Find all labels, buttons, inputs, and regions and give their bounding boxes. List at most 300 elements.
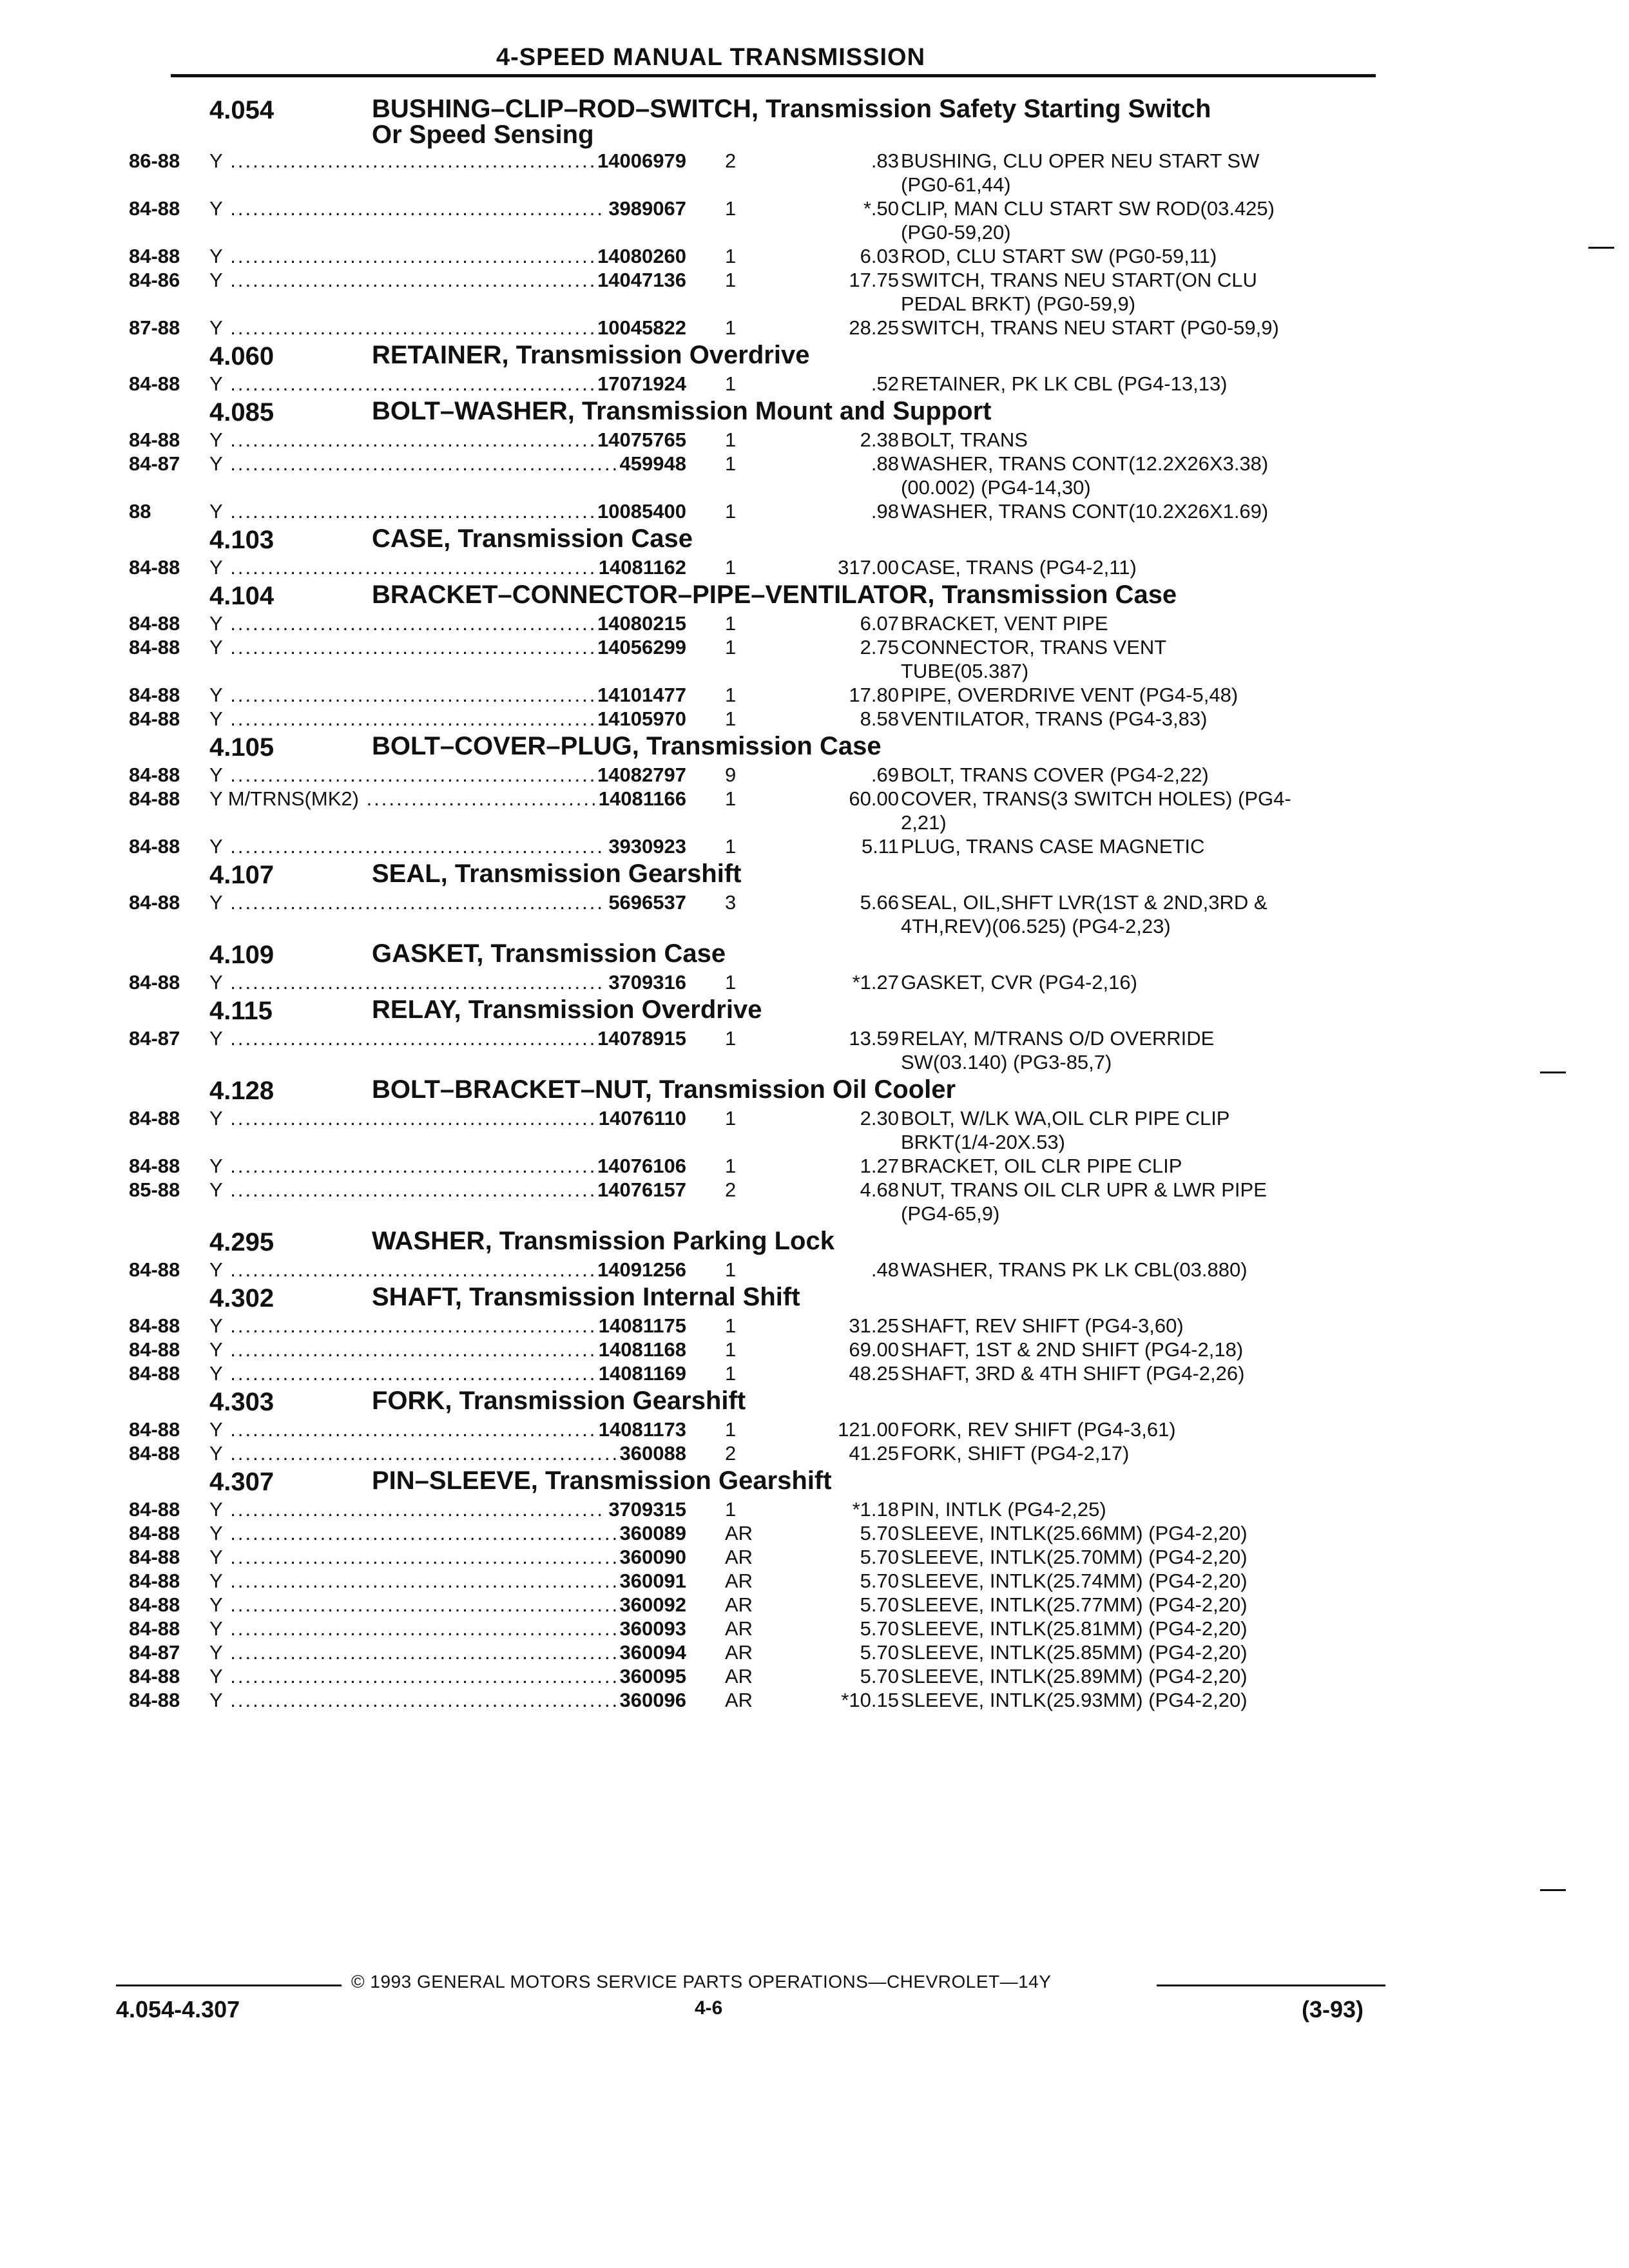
group-header	[129, 1465, 1379, 1497]
source-code: Y .....	[209, 316, 686, 340]
part-number: 10045822	[593, 316, 686, 340]
model-years: 87-88	[129, 316, 180, 339]
group-title	[372, 1228, 1403, 1254]
quantity: 1	[725, 500, 737, 523]
quantity: 2	[725, 149, 737, 172]
part-row	[129, 834, 1379, 858]
description-text	[901, 1688, 1379, 1712]
group-header	[129, 579, 1379, 611]
price: 17.80	[849, 684, 899, 706]
part-row	[129, 1154, 1379, 1178]
quantity: AR	[725, 1593, 753, 1616]
description-line: SWITCH, TRANS NEU START (PG0-59,9)	[901, 316, 1279, 339]
quantity: 1	[725, 556, 737, 579]
model-years: 84-88	[129, 1522, 180, 1544]
part-number: 3709316	[604, 970, 686, 994]
quantity: 1	[725, 971, 737, 994]
part-description	[901, 611, 1379, 635]
price: 5.11	[861, 835, 899, 858]
part-row	[129, 1545, 1379, 1569]
price: *1.27	[852, 971, 899, 994]
model-years: 84-88	[129, 1498, 180, 1521]
part-row	[129, 1178, 1379, 1225]
group-header	[129, 858, 1379, 890]
description-line-2: (00.002) (PG4-14,30)	[901, 476, 1091, 499]
model-years: 84-88	[129, 556, 180, 579]
group-header	[129, 396, 1379, 428]
description-text	[901, 1178, 1379, 1225]
description-text	[901, 890, 1379, 938]
description-line: SHAFT, 1ST & 2ND SHIFT (PG4-2,18)	[901, 1338, 1244, 1361]
price: 5.66	[860, 891, 899, 914]
part-number: 360094	[616, 1640, 686, 1664]
part-number: 10085400	[593, 499, 686, 523]
price: .98	[871, 500, 899, 523]
group-title-line: CASE, Transmission Case	[372, 524, 693, 553]
quantity: 1	[725, 372, 737, 395]
description-text	[901, 1497, 1379, 1521]
model-years: 84-88	[129, 1570, 180, 1592]
group-header	[129, 1385, 1379, 1418]
source-code: Y .....	[209, 1640, 686, 1664]
part-description	[901, 268, 1379, 316]
price: 5.70	[860, 1546, 899, 1568]
source-code: Y .....	[209, 428, 686, 452]
price: 28.25	[849, 316, 899, 339]
part-number: 17071924	[593, 372, 686, 396]
model-years: 84-88	[129, 764, 180, 786]
description-line: FORK, SHIFT (PG4-2,17)	[901, 1442, 1130, 1465]
price: 4.68	[860, 1178, 899, 1201]
part-row	[129, 1640, 1379, 1664]
part-number: 360096	[616, 1688, 686, 1712]
part-description	[901, 1154, 1379, 1178]
group-title-line: BRACKET–CONNECTOR–PIPE–VENTILATOR, Transmission Case	[372, 581, 1177, 609]
part-row	[129, 428, 1379, 452]
part-row	[129, 149, 1379, 197]
model-years: 84-88	[129, 891, 180, 914]
group-number: 4.302	[209, 1284, 275, 1312]
part-description	[901, 1258, 1379, 1282]
part-number: 360088	[616, 1441, 686, 1465]
group-title	[372, 1468, 1403, 1494]
model-years: 84-88	[129, 1442, 180, 1465]
part-description	[901, 1617, 1379, 1640]
part-number: 14076106	[593, 1154, 686, 1178]
part-description	[901, 1418, 1379, 1441]
description-text	[901, 1545, 1379, 1569]
description-line: RETAINER, PK LK CBL (PG4-13,13)	[901, 372, 1228, 395]
description-line: PLUG, TRANS CASE MAGNETIC	[901, 835, 1205, 858]
part-number: 14105970	[593, 707, 686, 731]
description-line: BOLT, TRANS COVER (PG4-2,22)	[901, 764, 1209, 786]
source-code: Y .....	[209, 1258, 686, 1282]
description-text	[901, 1593, 1379, 1617]
model-years: 84-86	[129, 269, 180, 291]
price: 5.70	[860, 1593, 899, 1616]
part-description	[901, 499, 1379, 523]
description-line: COVER, TRANS(3 SWITCH HOLES) (PG4-	[901, 787, 1291, 810]
part-number: 459948	[616, 452, 686, 476]
model-years: 84-87	[129, 1027, 180, 1050]
footer-rule-left	[116, 1984, 342, 1986]
group-number: 4.054	[209, 96, 275, 124]
description-line-2: SW(03.140) (PG3-85,7)	[901, 1051, 1112, 1073]
part-row	[129, 1258, 1379, 1282]
price: .48	[871, 1258, 899, 1281]
source-code: Y .....	[209, 1688, 686, 1712]
description-line: BUSHING, CLU OPER NEU START SW	[901, 149, 1260, 172]
description-text	[901, 1258, 1379, 1282]
part-number: 14080215	[593, 611, 686, 635]
group-number: 4.107	[209, 861, 275, 889]
source-code: Y .....	[209, 1569, 686, 1593]
price: 2.75	[860, 636, 899, 658]
part-description	[901, 197, 1379, 244]
description-line: BRACKET, OIL CLR PIPE CLIP	[901, 1155, 1182, 1177]
part-description	[901, 372, 1379, 396]
part-row	[129, 1688, 1379, 1712]
group-number: 4.295	[209, 1228, 275, 1256]
model-years: 84-88	[129, 1155, 180, 1177]
quantity: 1	[725, 787, 737, 810]
description-line: ROD, CLU START SW (PG0-59,11)	[901, 245, 1217, 267]
group-number: 4.115	[209, 997, 273, 1025]
source-code: Y .....	[209, 1521, 686, 1545]
quantity: 1	[725, 1338, 737, 1361]
group-title-line: SEAL, Transmission Gearshift	[372, 860, 742, 888]
source-code: Y .....	[209, 970, 686, 994]
quantity: 1	[725, 707, 737, 730]
part-number: 360091	[616, 1569, 686, 1593]
part-row	[129, 1617, 1379, 1640]
source-code: Y .....	[209, 1338, 686, 1361]
description-line: WASHER, TRANS PK LK CBL(03.880)	[901, 1258, 1248, 1281]
quantity: 1	[725, 245, 737, 267]
model-years: 84-88	[129, 636, 180, 658]
description-text	[901, 555, 1379, 579]
group-title-line: BOLT–BRACKET–NUT, Transmission Oil Cooler	[372, 1075, 956, 1104]
source-code: Y .....	[209, 555, 686, 579]
group-number: 4.103	[209, 526, 275, 554]
price: 5.70	[860, 1641, 899, 1664]
group-number: 4.104	[209, 582, 275, 610]
part-row	[129, 316, 1379, 340]
description-line: PIPE, OVERDRIVE VENT (PG4-5,48)	[901, 684, 1239, 706]
part-description	[901, 555, 1379, 579]
part-number: 3709315	[604, 1497, 686, 1521]
part-number: 3989067	[604, 197, 686, 220]
description-text	[901, 635, 1379, 683]
quantity: 1	[725, 269, 737, 291]
part-row	[129, 268, 1379, 316]
source-code: Y .....	[209, 1178, 686, 1202]
group-title	[372, 861, 1403, 887]
quantity: 1	[725, 835, 737, 858]
description-text	[901, 149, 1379, 197]
margin-mark	[1540, 1072, 1566, 1073]
part-row	[129, 499, 1379, 523]
group-header	[129, 340, 1379, 372]
group-title-line: FORK, Transmission Gearshift	[372, 1387, 746, 1415]
part-number: 14076157	[593, 1178, 686, 1202]
description-line: VENTILATOR, TRANS (PG4-3,83)	[901, 707, 1208, 730]
model-years: 84-88	[129, 1107, 180, 1129]
group-title-line: BOLT–WASHER, Transmission Mount and Support	[372, 397, 992, 425]
description-line: SEAL, OIL,SHFT LVR(1ST & 2ND,3RD &	[901, 891, 1268, 914]
description-line: SLEEVE, INTLK(25.70MM) (PG4-2,20)	[901, 1546, 1248, 1568]
group-title-line: BUSHING–CLIP–ROD–SWITCH, Transmission Safety Starting Switch	[372, 95, 1211, 123]
description-text	[901, 1521, 1379, 1545]
source-code: Y .....	[209, 834, 686, 858]
footer-date: (3-93)	[1302, 1996, 1364, 2023]
part-description	[901, 1314, 1379, 1338]
source-code: Y .....	[209, 1617, 686, 1640]
part-number: 14081162	[595, 555, 686, 579]
part-row	[129, 763, 1379, 787]
price: 31.25	[849, 1314, 899, 1337]
description-text	[901, 611, 1379, 635]
model-years: 84-88	[129, 428, 180, 451]
model-years: 84-88	[129, 612, 180, 635]
part-number: 14081175	[595, 1314, 686, 1338]
group-header	[129, 731, 1379, 763]
source-code: Y .....	[209, 452, 686, 476]
source-code: Y .....	[209, 1026, 686, 1050]
model-years: 88	[129, 500, 151, 523]
part-description	[901, 763, 1379, 787]
source-code: Y M/TRNS(MK2) .....	[209, 787, 686, 811]
group-title	[372, 398, 1403, 424]
quantity: 1	[725, 1314, 737, 1337]
quantity: AR	[725, 1641, 753, 1664]
price: 6.07	[860, 612, 899, 635]
part-description	[901, 1569, 1379, 1593]
footer-copyright: © 1993 GENERAL MOTORS SERVICE PARTS OPERATIONS—CHEVROLET—14Y	[351, 1972, 1052, 1992]
group-title-line: PIN–SLEEVE, Transmission Gearshift	[372, 1466, 832, 1495]
group-title-line: RETAINER, Transmission Overdrive	[372, 341, 810, 369]
part-row	[129, 787, 1379, 834]
description-text	[901, 316, 1379, 340]
model-years: 84-88	[129, 684, 180, 706]
model-years: 84-88	[129, 707, 180, 730]
description-line: SLEEVE, INTLK(25.77MM) (PG4-2,20)	[901, 1593, 1248, 1616]
price: *1.18	[852, 1498, 899, 1521]
part-description	[901, 428, 1379, 452]
source-code: Y .....	[209, 268, 686, 292]
model-years: 84-88	[129, 1418, 180, 1441]
quantity: AR	[725, 1546, 753, 1568]
description-text	[901, 452, 1379, 499]
group-title	[372, 941, 1403, 966]
part-row	[129, 197, 1379, 244]
model-years: 84-88	[129, 197, 180, 220]
part-row	[129, 890, 1379, 938]
quantity: 1	[725, 1418, 737, 1441]
part-number: 360092	[616, 1593, 686, 1617]
quantity: 1	[725, 1027, 737, 1050]
part-description	[901, 1688, 1379, 1712]
part-row	[129, 707, 1379, 731]
part-description	[901, 890, 1379, 938]
quantity: 2	[725, 1442, 737, 1465]
part-number: 360095	[616, 1664, 686, 1688]
description-line: SLEEVE, INTLK(25.66MM) (PG4-2,20)	[901, 1522, 1248, 1544]
group-title	[372, 733, 1403, 759]
description-line-2: 2,21)	[901, 811, 947, 834]
part-row	[129, 970, 1379, 994]
part-row	[129, 452, 1379, 499]
description-text	[901, 1314, 1379, 1338]
part-row	[129, 1026, 1379, 1074]
part-row	[129, 1593, 1379, 1617]
price: 5.70	[860, 1570, 899, 1592]
description-text	[901, 787, 1379, 834]
description-line: BRACKET, VENT PIPE	[901, 612, 1108, 635]
model-years: 84-88	[129, 1546, 180, 1568]
group-header	[129, 93, 1379, 149]
price: 8.58	[860, 707, 899, 730]
description-text	[901, 1569, 1379, 1593]
quantity: 1	[725, 1362, 737, 1385]
group-number: 4.307	[209, 1468, 275, 1496]
description-text	[901, 268, 1379, 316]
part-description	[901, 1521, 1379, 1545]
group-title	[372, 1284, 1403, 1310]
part-number: 360089	[616, 1521, 686, 1545]
price: 5.70	[860, 1522, 899, 1544]
part-description	[901, 1497, 1379, 1521]
price: 5.70	[860, 1617, 899, 1640]
margin-mark	[1540, 1889, 1566, 1891]
part-row	[129, 683, 1379, 707]
part-description	[901, 244, 1379, 268]
description-line: SWITCH, TRANS NEU START(ON CLU	[901, 269, 1257, 291]
description-text	[901, 244, 1379, 268]
description-line-2: BRKT(1/4-20X.53)	[901, 1131, 1065, 1153]
model-years: 86-88	[129, 149, 180, 172]
part-row	[129, 1664, 1379, 1688]
source-code: Y .....	[209, 890, 686, 914]
price: 41.25	[849, 1442, 899, 1465]
model-years: 84-88	[129, 835, 180, 858]
quantity: 1	[725, 1498, 737, 1521]
part-description	[901, 1593, 1379, 1617]
part-description	[901, 452, 1379, 499]
part-row	[129, 372, 1379, 396]
model-years: 85-88	[129, 1178, 180, 1201]
description-line-2: TUBE(05.387)	[901, 660, 1029, 682]
part-number: 14081168	[595, 1338, 686, 1361]
price: *10.15	[841, 1689, 899, 1711]
model-years: 84-88	[129, 787, 180, 810]
description-line-2: 4TH,REV)(06.525) (PG4-2,23)	[901, 915, 1171, 937]
quantity: AR	[725, 1617, 753, 1640]
description-line: SLEEVE, INTLK(25.89MM) (PG4-2,20)	[901, 1665, 1248, 1687]
page-title: 4-SPEED MANUAL TRANSMISSION	[496, 44, 926, 71]
part-row	[129, 1521, 1379, 1545]
part-number: 14006979	[593, 149, 686, 173]
model-years: 84-88	[129, 1258, 180, 1281]
group-header	[129, 994, 1379, 1026]
source-code: Y .....	[209, 372, 686, 396]
part-description	[901, 1545, 1379, 1569]
model-years: 84-88	[129, 971, 180, 994]
part-description	[901, 1361, 1379, 1385]
footer-range: 4.054-4.307	[116, 1996, 240, 2023]
part-description	[901, 1106, 1379, 1154]
description-line: BOLT, W/LK WA,OIL CLR PIPE CLIP	[901, 1107, 1230, 1129]
quantity: AR	[725, 1570, 753, 1592]
group-header	[129, 938, 1379, 970]
margin-mark	[1588, 247, 1614, 249]
description-text	[901, 1664, 1379, 1688]
description-text	[901, 1617, 1379, 1640]
price: 317.00	[838, 556, 899, 579]
part-description	[901, 787, 1379, 834]
description-text	[901, 834, 1379, 858]
part-number: 14101477	[593, 683, 686, 707]
group-number: 4.109	[209, 941, 275, 969]
quantity: 1	[725, 428, 737, 451]
group-number: 4.128	[209, 1077, 275, 1105]
part-number: 14076110	[595, 1106, 686, 1130]
parts-listing	[129, 93, 1379, 1712]
part-row	[129, 635, 1379, 683]
quantity: 1	[725, 452, 737, 475]
part-description	[901, 683, 1379, 707]
group-title-line: RELAY, Transmission Overdrive	[372, 995, 762, 1024]
part-row	[129, 555, 1379, 579]
description-text	[901, 1441, 1379, 1465]
description-text	[901, 372, 1379, 396]
part-description	[901, 1441, 1379, 1465]
description-text	[901, 683, 1379, 707]
part-row	[129, 1441, 1379, 1465]
source-code: Y .....	[209, 763, 686, 787]
source-code: Y .....	[209, 635, 686, 659]
part-row	[129, 1106, 1379, 1154]
quantity: 3	[725, 891, 737, 914]
description-line: SLEEVE, INTLK(25.81MM) (PG4-2,20)	[901, 1617, 1248, 1640]
description-line: WASHER, TRANS CONT(10.2X26X1.69)	[901, 500, 1269, 523]
part-number: 14081169	[595, 1361, 686, 1385]
description-text	[901, 1106, 1379, 1154]
part-number: 5696537	[604, 890, 686, 914]
quantity: AR	[725, 1689, 753, 1711]
group-title-line: GASKET, Transmission Case	[372, 939, 726, 968]
description-text	[901, 197, 1379, 244]
part-row	[129, 1497, 1379, 1521]
description-line: CONNECTOR, TRANS VENT	[901, 636, 1167, 658]
description-line: NUT, TRANS OIL CLR UPR & LWR PIPE	[901, 1178, 1267, 1201]
description-line-2: (PG0-61,44)	[901, 173, 1011, 196]
description-line: CASE, TRANS (PG4-2,11)	[901, 556, 1137, 579]
top-rule	[171, 74, 1376, 77]
description-line-2: (PG0-59,20)	[901, 221, 1011, 244]
source-code: Y .....	[209, 149, 686, 173]
part-description	[901, 635, 1379, 683]
part-row	[129, 1418, 1379, 1441]
description-text	[901, 1418, 1379, 1441]
description-text	[901, 1154, 1379, 1178]
group-title	[372, 96, 1403, 148]
source-code: Y .....	[209, 1154, 686, 1178]
price: .88	[871, 452, 899, 475]
price: 5.70	[860, 1665, 899, 1687]
description-line: PIN, INTLK (PG4-2,25)	[901, 1498, 1106, 1521]
quantity: 1	[725, 684, 737, 706]
